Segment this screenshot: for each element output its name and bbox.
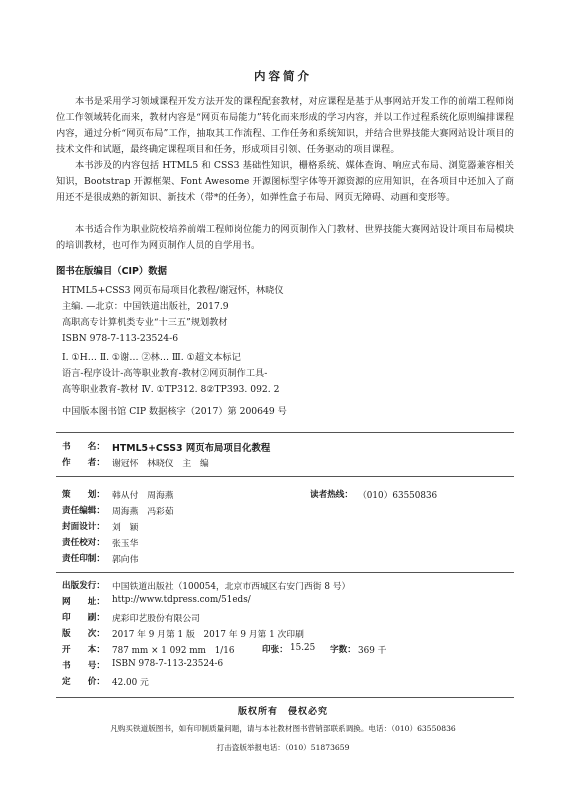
summary-paragraph-1: 本书是采用学习领域课程开发方法开发的课程配套教材，对应课程是基于从事网站开发工作的前端工程师岗位工作领域转化而来，教材内容是“网页布局能力”转化而来形成的学习内容，并以工作过程系统化原则编排课程内容，通过分析“网页布局”工作，抽取其工作流程、工作任务和系统知识，并结合世界技能大赛网站设计项目的技术文件和试题，最终确定课程项目和任务，形成项目引领、任务驱动的项目课程。 <box>56 96 514 155</box>
replacement-notice: 凡购买铁道版图书，如有印制质量问题，请与本社教材图书营销部联系调换。电话：（010）63550836 <box>110 724 456 733</box>
summary-paragraph-2: 本书涉及的内容包括 HTML5 和 CSS3 基础性知识，栅格系统、媒体查询、响应式布局、浏览器兼容相关知识，Bootstrap 开源框架、Font Awesome 开源图标型字体等开源资源的应用知识，在各项目中还加入了商用还不是很成熟的新知识、新技术（带*的任务），如弹性盒子布局、网页无障碍、动画和变形等。 <box>56 160 514 203</box>
divider <box>56 476 514 477</box>
printer-value: 虎彩印艺股份有限公司 <box>112 614 200 624</box>
edition-label: 版 次： <box>62 629 105 639</box>
isbn-label: 书 号： <box>62 661 105 671</box>
hotline-label: 读者热线： <box>310 490 353 500</box>
anti-piracy-hotline: 打击盗版举报电话：（010）51873659 <box>216 743 350 752</box>
book-title-value: HTML5+CSS3 网页布局项目化教程 <box>112 443 271 454</box>
planning-label: 策 划： <box>62 490 105 500</box>
copyright-notice: 版权所有 侵权必究 <box>237 707 328 717</box>
hotline-value: （010）63550836 <box>358 491 438 501</box>
print-manager-label: 责任印制： <box>62 554 105 564</box>
cip-heading: 图书在版编目（CIP）数据 <box>56 266 167 277</box>
divider <box>56 572 514 573</box>
publisher-label: 出版发行： <box>62 581 105 591</box>
sheets-value: 15.25 <box>290 643 316 653</box>
editor-value: 周海燕 冯彩茹 <box>112 507 174 517</box>
cip-line: Ⅰ. ①H… Ⅱ. ①谢… ②林… Ⅲ. ①超文本标记 <box>62 352 241 363</box>
website-value: http://www.tdpress.com/51eds/ <box>112 595 251 605</box>
cip-line: 高职高专计算机类专业“十三五”规划教材 <box>62 317 228 328</box>
book-title-label: 书 名： <box>62 442 105 452</box>
planning-value: 韩从付 周海燕 <box>112 491 174 501</box>
printer-label: 印 刷： <box>62 613 105 623</box>
words-label: 字数： <box>330 645 356 655</box>
cip-line: HTML5+CSS3 网页布局项目化教程/谢冠怀，林晓仪 <box>62 285 284 296</box>
summary-title: 内容简介 <box>254 69 312 83</box>
editor-label: 责任编辑： <box>62 506 105 516</box>
book-author-value: 谢冠怀 林晓仪 主 编 <box>112 459 209 469</box>
cip-line: 语言-程序设计-高等职业教育-教材②网页制作工具- <box>62 368 268 379</box>
print-manager-value: 郭向伟 <box>112 555 139 565</box>
book-author-label: 作 者： <box>62 458 105 468</box>
cover-design-value: 刘 颖 <box>112 523 139 533</box>
format-label: 开 本： <box>62 645 105 655</box>
price-label: 定 价： <box>62 677 105 687</box>
summary-paragraph-3: 本书适合作为职业院校培养前端工程师岗位能力的网页制作入门教材、世界技能大赛网站设计项目布局模块的培训教材，也可作为网页制作人员的自学用书。 <box>56 224 514 251</box>
words-value: 369 千 <box>358 646 387 656</box>
sheets-label: 印张： <box>262 645 288 655</box>
website-label: 网 址： <box>62 597 105 607</box>
divider <box>56 697 514 698</box>
edition-value: 2017 年 9 月第 1 版 2017 年 9 月第 1 次印刷 <box>112 630 304 640</box>
price-value: 42.00 元 <box>112 678 149 688</box>
isbn-value: ISBN 978-7-113-23524-6 <box>112 659 224 669</box>
publisher-value: 中国铁道出版社（100054，北京市西城区右安门西街 8 号） <box>112 582 351 592</box>
proofreader-label: 责任校对： <box>62 538 105 548</box>
format-value: 787 mm × 1 092 mm 1/16 <box>112 646 235 656</box>
cip-line: ISBN 978-7-113-23524-6 <box>62 333 179 344</box>
cip-line: 高等职业教育-教材 Ⅳ. ①TP312. 8②TP393. 092. 2 <box>62 384 280 395</box>
cip-number: 中国版本图书馆 CIP 数据核字（2017）第 200649 号 <box>62 406 287 417</box>
cover-design-label: 封面设计： <box>62 522 105 532</box>
proofreader-value: 张玉华 <box>112 539 139 549</box>
divider <box>56 432 514 433</box>
cip-line: 主编. —北京：中国铁道出版社，2017.9 <box>62 301 229 312</box>
